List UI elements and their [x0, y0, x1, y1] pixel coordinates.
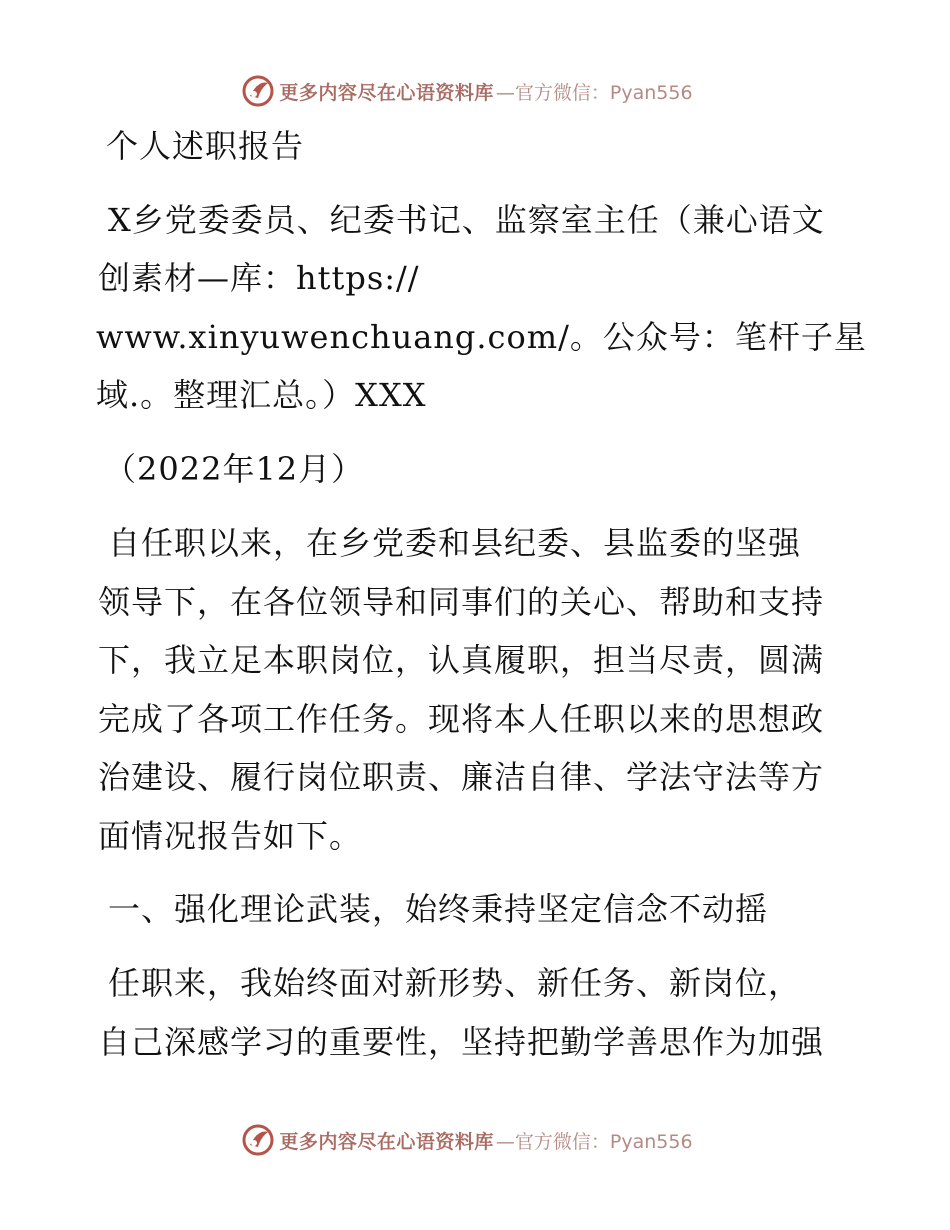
- report-date: （2022年12月）: [104, 450, 365, 488]
- banner-main-text: 更多内容尽在心语资料库: [279, 81, 494, 104]
- intro-paragraph-line: 治建设、履行岗位职责、廉洁自律、学法守法等方: [98, 758, 825, 796]
- section-paragraph-line: 自己深感学习的重要性，坚持把勤学善思作为加强: [98, 1023, 825, 1061]
- header-watermark-banner: [0, 71, 950, 111]
- brand-logo-icon: [241, 74, 275, 108]
- intro-paragraph-line: 领导下，在各位领导和同事们的关心、帮助和支持: [98, 583, 825, 621]
- intro-paragraph-line: 面情况报告如下。: [98, 817, 363, 855]
- section-heading: 一、强化理论武装，始终秉持坚定信念不动摇: [108, 890, 769, 928]
- intro-paragraph-line: 自任职以来，在乡党委和县纪委、县监委的坚强: [108, 524, 802, 562]
- author-line: 创素材—库：https://: [98, 259, 420, 297]
- banner-contact-text: —官方微信：Pyan556: [495, 1130, 693, 1153]
- banner-main-text: 更多内容尽在心语资料库: [279, 1130, 494, 1153]
- footer-watermark-banner: [0, 1120, 950, 1160]
- author-line: www.xinyuwenchuang.com/。公众号：笔杆子星: [96, 318, 867, 356]
- author-line: 域.。整理汇总。）XXX: [96, 376, 427, 414]
- intro-paragraph-line: 完成了各项工作任务。现将本人任职以来的思想政: [98, 700, 825, 738]
- document-title: 个人述职报告: [106, 127, 305, 165]
- banner-contact-text: —官方微信：Pyan556: [495, 81, 693, 104]
- author-line: X乡党委委员、纪委书记、监察室主任（兼心语文: [108, 201, 825, 239]
- section-paragraph-line: 任职来，我始终面对新形势、新任务、新岗位，: [108, 964, 802, 1002]
- brand-logo-icon: [241, 1123, 275, 1157]
- intro-paragraph-line: 下，我立足本职岗位，认真履职，担当尽责，圆满: [98, 641, 825, 679]
